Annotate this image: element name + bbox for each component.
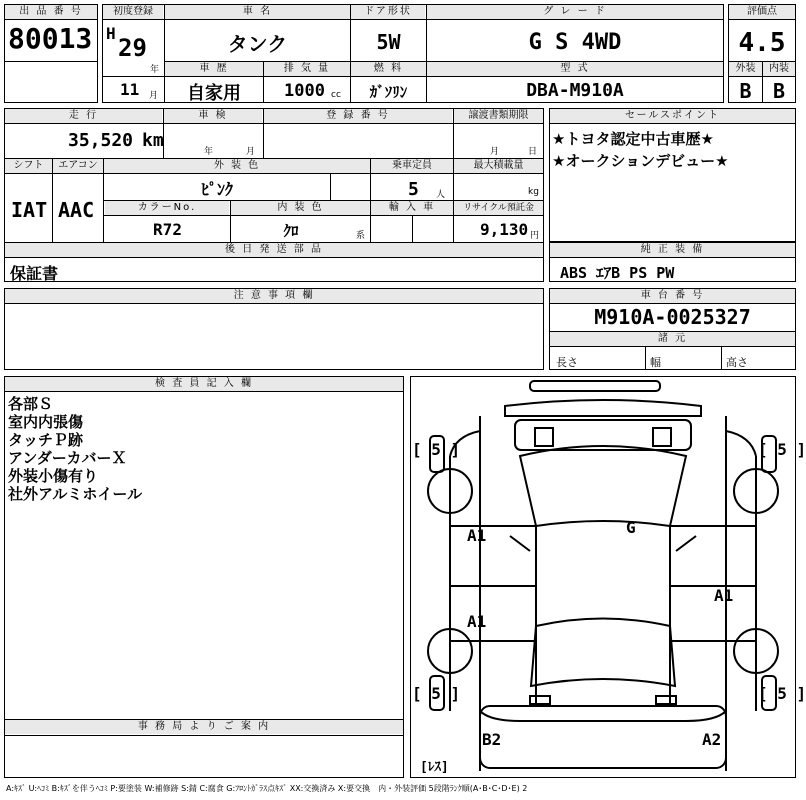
color: ﾋﾟﾝｸ (200, 180, 233, 199)
damage-mark: A1 (714, 586, 734, 605)
interior-grade: B (772, 79, 786, 103)
color-label: 外 装 色 (104, 159, 370, 173)
length-label: 長さ (556, 356, 578, 369)
spec-label: 諸 元 (550, 332, 795, 346)
shift: IAT (11, 198, 48, 222)
inspector-label: 検 査 員 記 入 欄 (5, 377, 403, 391)
inspector-line: アンダーカバーＸ (8, 449, 127, 467)
notes-label: 注 意 事 項 欄 (5, 289, 543, 303)
first-reg-label: 初度登録 (103, 5, 163, 19)
exterior-grade: B (739, 79, 752, 103)
rear-mark: [ﾚｽ] (420, 760, 449, 775)
ac: AAC (58, 198, 95, 222)
delivery-label: 後 日 発 送 部 品 (5, 243, 543, 257)
model: DBA-M910A (526, 80, 624, 101)
reg-no-label: 登 録 番 号 (264, 109, 452, 123)
inspector-line: 各部Ｓ (8, 395, 54, 413)
int-color: ｸﾛ (283, 222, 299, 240)
capacity: 5 (408, 179, 419, 200)
damage-mark: A1 (467, 526, 487, 545)
sales-point-1: ★トヨタ認定中古車歴★ (552, 130, 714, 148)
ac-label: エアコン (53, 159, 103, 173)
inspector-line: 外装小傷有り (8, 467, 99, 485)
tyre-front-left: [ 5 ] (412, 440, 461, 459)
displacement-label: 排 気 量 (264, 62, 350, 76)
era: H (106, 24, 116, 43)
capacity-label: 乗車定員 (371, 159, 453, 173)
history-label: 車 歴 (165, 62, 263, 76)
tyre-rear-left: [ 5 ] (412, 684, 461, 703)
fuel: ｶﾞｿﾘﾝ (369, 83, 408, 101)
delivery-parts: 保証書 (10, 264, 59, 283)
model-label: 型 式 (427, 62, 723, 76)
equipment-label: 純 正 装 備 (550, 243, 795, 257)
car-outline (410, 376, 796, 778)
color-no: R72 (153, 220, 182, 239)
displacement: 1000 (284, 81, 325, 101)
interior-label: 内装 (763, 62, 795, 76)
mileage-label: 走 行 (5, 109, 162, 123)
car-name: タンク (227, 32, 288, 56)
inspector-line: 社外アルミホイール (8, 485, 143, 503)
damage-mark: G (626, 518, 636, 537)
history: 自家用 (187, 83, 241, 104)
damage-mark: A2 (702, 730, 722, 749)
import-label: 輸 入 車 (371, 201, 453, 215)
name-label: 車 名 (165, 5, 350, 19)
equipment: ABS ｴｱB PS PW (560, 264, 675, 282)
tyre-front-right: [ 5 ] (758, 440, 806, 459)
shift-label: シフト (5, 159, 52, 173)
sales-point-2: ★オークションデビュー★ (552, 152, 729, 170)
transfer-label: 譲渡書類期限 (454, 109, 543, 123)
score-label: 評価点 (729, 5, 795, 19)
door-label: ドア形状 (351, 5, 425, 19)
inspector-line: タッチＰ跡 (8, 431, 84, 449)
inspector-line: 室内内張傷 (8, 413, 84, 431)
chassis-label: 車 台 番 号 (550, 289, 795, 303)
mileage: 35,520 (68, 130, 134, 151)
width-label: 幅 (650, 356, 661, 369)
recycle-fee: 9,130 (480, 220, 529, 239)
office-label: 事 務 局 よ り ご 案 内 (5, 720, 403, 734)
sales-label: セールスポイント (550, 109, 795, 123)
load-label: 最大積載量 (454, 159, 543, 173)
recycle-label: リサイクル預託金 (454, 201, 543, 215)
reg-year: 29 (118, 34, 147, 62)
damage-mark: A1 (467, 612, 487, 631)
lot-number: 80013 (8, 22, 93, 55)
color-no-label: カラーNo. (105, 201, 229, 215)
reg-month: 11 (120, 80, 140, 99)
inspection-label: 車 検 (164, 109, 262, 123)
score: 4.5 (738, 28, 786, 58)
tyre-rear-right: [ 5 ] (758, 684, 806, 703)
mileage-unit: km (142, 130, 164, 151)
legend: A:ｷｽﾞ U:ﾍｺﾐ B:ｷｽﾞを伴うﾍｺﾐ P:要塗装 W:補修跡 S:錆 C:腐食 G:ﾌﾛﾝﾄｶﾞﾗｽ点ｷｽﾞ XX:交換済み X:要交換 内・外装評価 5段階ﾗﾝｸ順(A･B･C･D･E) 2 (6, 784, 528, 793)
door-type: 5W (376, 30, 401, 54)
chassis-number: M910A-0025327 (594, 305, 751, 329)
exterior-label: 外装 (729, 62, 762, 76)
fuel-label: 燃 料 (351, 62, 426, 76)
grade: G S 4WD (528, 30, 622, 55)
height-label: 高さ (726, 356, 748, 369)
int-color-label: 内 装 色 (231, 201, 370, 215)
lot-label: 出 品 番 号 (5, 5, 97, 19)
sales-box (549, 108, 796, 242)
damage-mark: B2 (482, 730, 502, 749)
grade-label: グ レ ー ド (427, 5, 723, 19)
